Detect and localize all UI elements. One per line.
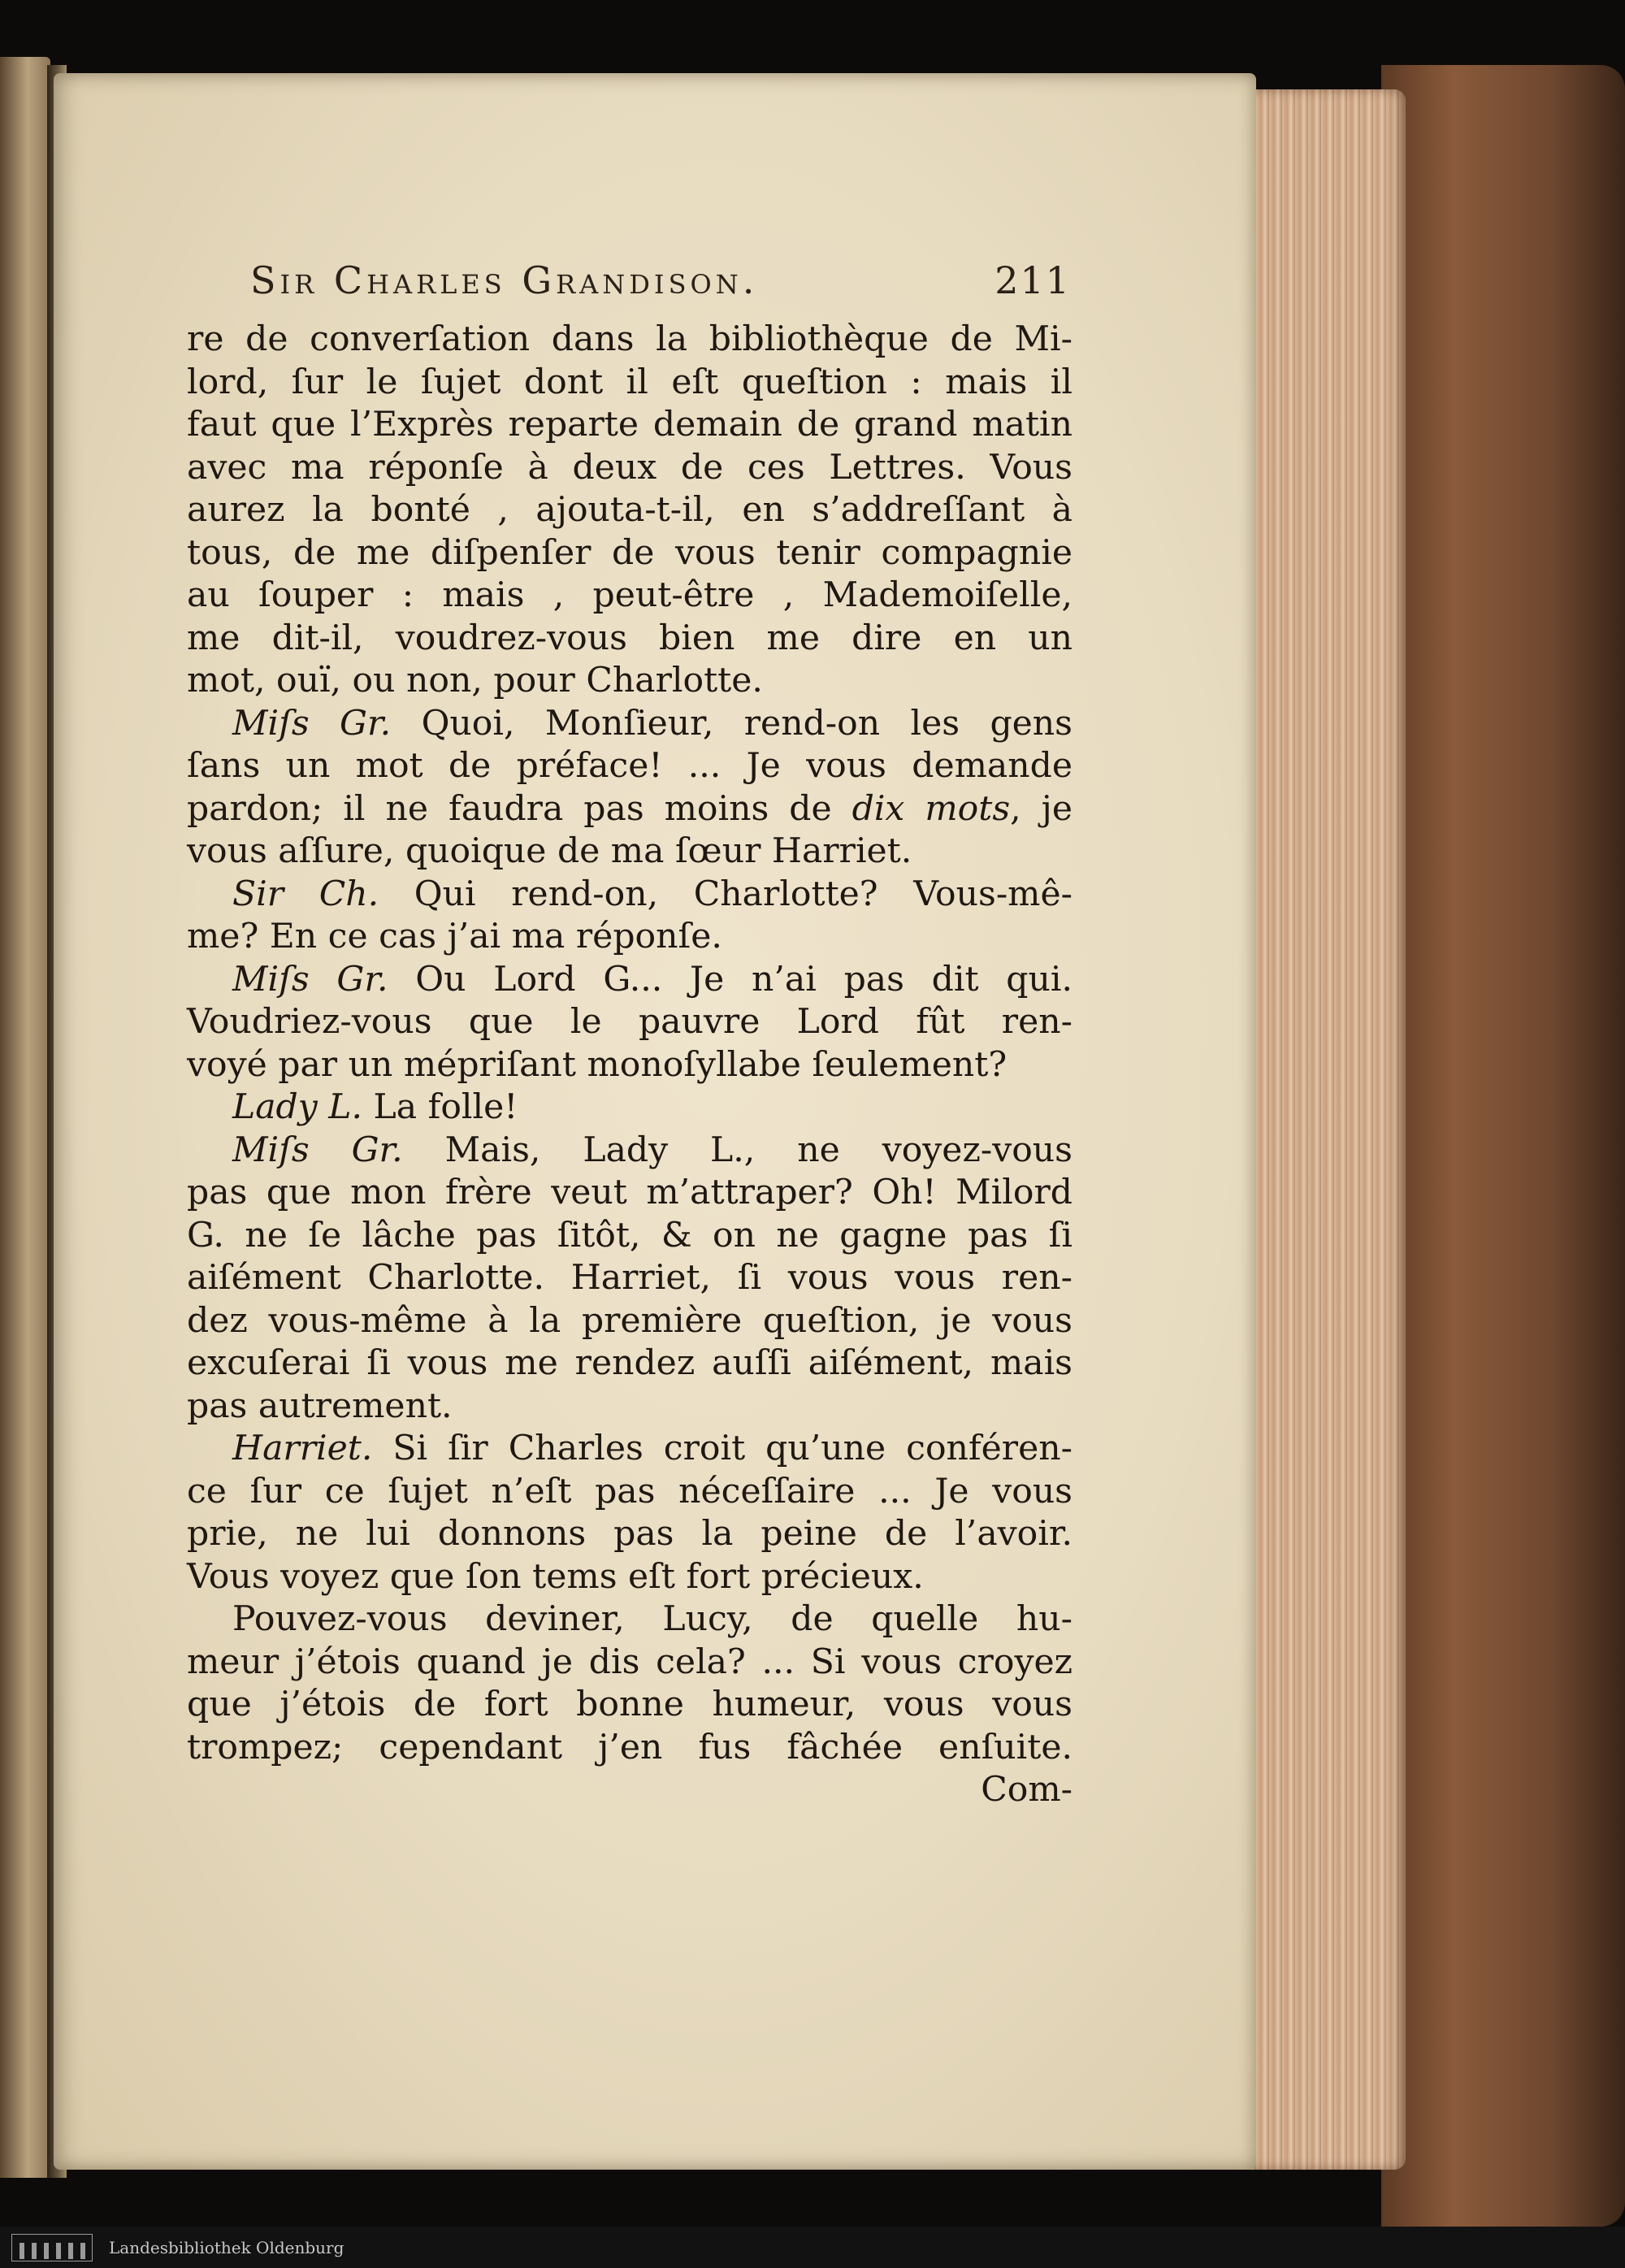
text-line: G. ne ſe lâche pas ſitôt, & on ne gagne pas ſi [187,1215,1072,1255]
text-line: lord, ſur le ſujet dont il eſt queſtion : mais il [187,362,1072,402]
body-text [187,319,1072,1812]
text-line: Vous voyez que ſon tems eſt fort précieux. [187,1556,924,1597]
footer-bar [0,2227,1625,2268]
book-binding [1381,65,1625,2227]
dialogue-line: Miſs Gr. Ou Lord G... Je n’ai pas dit qui. [232,959,1072,1000]
text-line: aurez la bonté , ajouta-t-il, en s’addreſſant à [187,490,1072,530]
library-logo-icon [11,2234,93,2261]
speaker-label: Lady L. [232,1087,363,1127]
speaker-label: Miſs Gr. [232,959,388,1000]
text-line: me? En ce cas j’ai ma réponſe. [187,917,722,956]
text-line: vous aſſure, quoique de ma ſœur Harriet. [187,831,912,871]
text-line: pas que mon frère veut m’attraper? Oh! Milord [187,1173,1072,1212]
page-number: 211 [994,258,1071,302]
page-edges [1243,89,1406,2170]
dialogue-line: Miſs Gr. Quoi, Monſieur, rend-on les gens [232,703,1072,744]
library-label: Landesbibliothek Oldenburg [109,2237,344,2257]
text-line: que j’étois de fort bonne humeur, vous vous [187,1685,1072,1724]
text-line: aiſément Charlotte. Harriet, ſi vous vous ren- [187,1258,1072,1298]
speaker-label: Harriet. [232,1429,373,1468]
text-line: pas autrement. [187,1386,453,1426]
text-line: prie, ne lui donnons pas la peine de l’avoir. [187,1514,1072,1554]
text-line: mot, ouï, ou non, pour Charlotte. [187,661,763,700]
dialogue-line: Harriet. Si ſir Charles croit qu’une conféren- [232,1429,1072,1468]
running-head [250,258,1071,315]
speaker-label: Sir Ch. [232,874,379,914]
text-line: avec ma réponſe à deux de ces Lettres. Vous [187,447,1072,488]
catchword: Com- [981,1770,1072,1810]
text-line: excuſerai ſi vous me rendez auſſi aiſément, mais [187,1343,1072,1383]
text-line: Voudriez-vous que le pauvre Lord fût ren- [187,1002,1072,1042]
left-page-edge [0,57,50,2178]
text-line: faut que l’Exprès reparte demain de grand matin [187,405,1072,444]
text-line: trompez; cependant j’en fus fâchée enſuite. [187,1727,1072,1767]
running-title: Sir Charles Grandison. [250,258,759,302]
dialogue-line: Miſs Gr. Mais, Lady L., ne voyez-vous [232,1130,1072,1170]
text-line: voyé par un mépriſant monoſyllabe ſeulement? [187,1044,1008,1085]
text-line: me dit-il, voudrez-vous bien me dire en un [187,618,1072,658]
text-line: au ſouper : mais , peut-être , Mademoiſelle, [187,575,1072,615]
text-line: ce ſur ce ſujet n’eſt pas néceſſaire ... Je vous [187,1471,1072,1511]
speaker-label: Miſs Gr. [232,1130,403,1170]
text-line: tous, de me diſpenſer de vous tenir compagnie [187,532,1072,573]
text-line: ſans un mot de préface! ... Je vous demande [187,746,1072,786]
speaker-label: Miſs Gr. [232,703,392,744]
dialogue-line: Sir Ch. Qui rend-on, Charlotte? Vous-mê- [232,874,1072,914]
text-line: Pouvez-vous deviner, Lucy, de quelle hu- [232,1599,1072,1639]
text-line: re de converſation dans la bibliothèque de Mi- [187,319,1072,359]
dialogue-line: Lady L. La folle! [232,1087,518,1127]
emphasis-text: dix mots [852,788,1011,829]
text-line: pardon; il ne faudra pas moins de dix mots, je [187,788,1072,829]
text-line: meur j’étois quand je dis cela? ... Si vous croyez [187,1641,1072,1682]
text-line: dez vous-même à la première queſtion, je vous [187,1300,1072,1341]
